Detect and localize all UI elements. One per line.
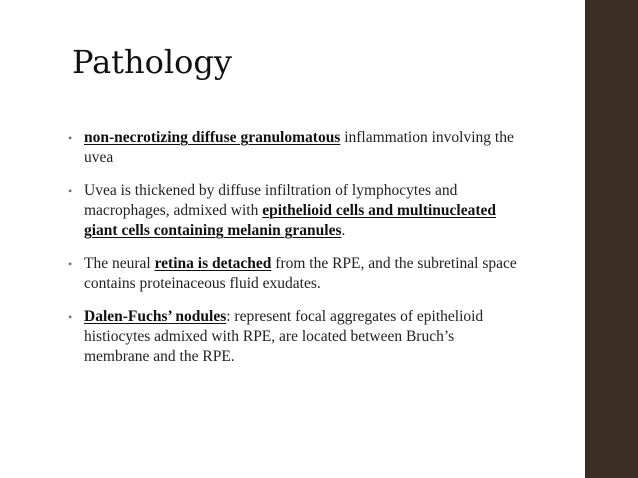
bullet-text: inflammation involving the uvea xyxy=(84,129,514,166)
bullet-emphasis: retina is detached xyxy=(154,255,272,272)
bullet-list xyxy=(68,128,518,380)
bullet-item xyxy=(68,128,518,168)
bullet-item xyxy=(68,181,518,241)
bullet-text: Uvea is thickened by diffuse infiltration of lymphocytes and macrophages, admixed with xyxy=(84,182,458,219)
bullet-emphasis: epithelioid cells and multinucleated giant cells containing melanin granules xyxy=(84,202,497,239)
bullet-dot-icon: • xyxy=(68,184,73,198)
slide-title: Pathology xyxy=(72,43,232,81)
bullet-text: The neural xyxy=(84,255,155,272)
bullet-dot-icon: • xyxy=(68,257,73,271)
bullet-dot-icon: • xyxy=(68,310,73,324)
bullet-text: from the RPE, and the subretinal space contains proteinaceous fluid exudates. xyxy=(84,255,517,292)
bullet-item xyxy=(68,254,518,294)
bullet-dot-icon: • xyxy=(68,131,73,145)
bullet-emphasis: Dalen-Fuchs’ nodules xyxy=(84,308,227,325)
bullet-item xyxy=(68,307,518,367)
bullet-text: : represent focal aggregates of epithelioid histiocytes admixed with RPE, are located between Bruch’s membrane and the RPE. xyxy=(84,308,484,365)
side-accent-bar xyxy=(585,0,638,478)
bullet-text: . xyxy=(341,222,346,239)
bullet-emphasis: non-necrotizing diffuse granulomatous xyxy=(84,129,341,146)
